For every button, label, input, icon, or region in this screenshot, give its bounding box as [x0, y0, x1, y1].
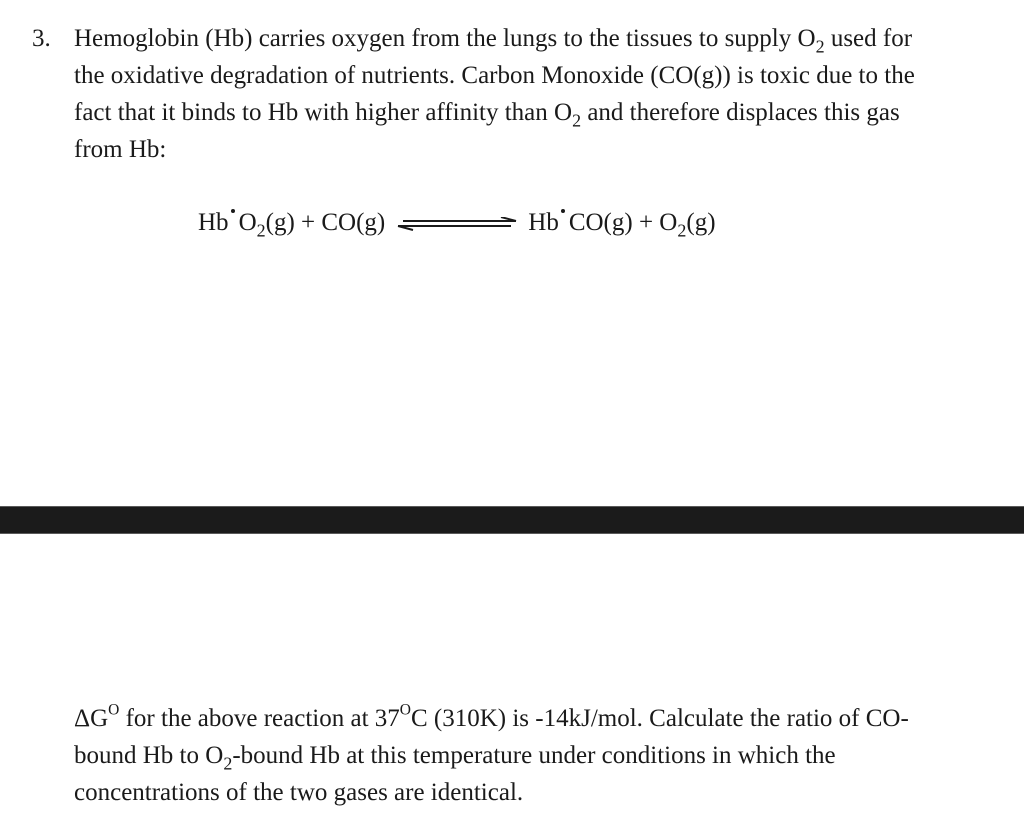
intro-text: used for — [824, 25, 913, 52]
equation-reactants — [198, 205, 385, 241]
subscript: 2 — [572, 110, 582, 131]
equilibrium-arrow-icon — [397, 217, 517, 231]
o2-label: O — [238, 209, 257, 236]
followup-line-3: concentrations of the two gases are identical. — [74, 779, 524, 806]
superscript: O — [108, 701, 120, 719]
subscript: 2 — [223, 753, 233, 774]
question-followup — [74, 700, 1014, 811]
intro-text: fact that it binds to Hb with higher affinity than O — [74, 99, 573, 126]
followup-text: for the above reaction at 37 — [119, 705, 400, 732]
reactant-state: (g) + CO(g) — [265, 209, 386, 236]
chemical-equation — [198, 205, 716, 241]
bond-dot-icon — [561, 209, 565, 213]
intro-text: Hemoglobin (Hb) carries oxygen from the lungs to the tissues to supply O — [74, 25, 816, 52]
intro-text: and therefore displaces this gas — [581, 99, 900, 126]
followup-line-1 — [74, 700, 1014, 737]
delta-g-symbol: ΔG — [74, 705, 109, 732]
question-intro — [74, 20, 1014, 168]
followup-text: -bound Hb at this temperature under conditions in which the — [232, 742, 836, 769]
product-state: (g) — [686, 209, 716, 236]
subscript: 2 — [677, 220, 687, 241]
divider-bar — [0, 506, 1024, 534]
bond-dot-icon — [231, 209, 235, 213]
equation-products — [528, 205, 715, 241]
followup-line-2 — [74, 737, 1014, 774]
subscript: 2 — [815, 36, 825, 57]
intro-line-4: from Hb: — [74, 136, 167, 163]
followup-text: C (310K) is -14kJ/mol. Calculate the ratio of CO- — [410, 705, 909, 732]
intro-line-2: the oxidative degradation of nutrients. Carbon Monoxide (CO(g)) is toxic due to the — [74, 62, 915, 89]
product-text: CO(g) + O — [568, 209, 678, 236]
followup-text: bound Hb to O — [74, 742, 224, 769]
hb-label: Hb — [528, 209, 559, 236]
hb-label: Hb — [198, 209, 229, 236]
question-number: 3. — [32, 25, 51, 52]
degree-superscript: O — [399, 701, 411, 719]
intro-line-3 — [74, 94, 1014, 131]
intro-line-1 — [74, 20, 1014, 57]
subscript: 2 — [256, 220, 266, 241]
